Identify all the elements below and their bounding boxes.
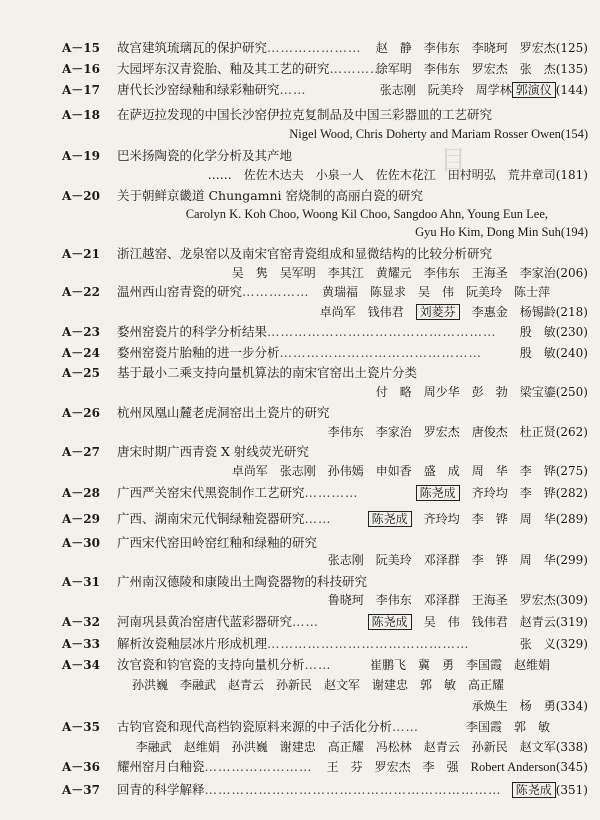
- entry-page: (282): [555, 486, 588, 500]
- leader-dots: …………………: [267, 40, 362, 55]
- entry-title: 唐代长沙窑绿釉和绿彩釉研究: [117, 82, 280, 97]
- entry-code: A－16: [62, 62, 101, 76]
- entry-code: A－15: [62, 41, 101, 55]
- entry-code: A－19: [62, 149, 101, 163]
- entry-title: 浙江越窑、龙泉窑以及南宋官窑青瓷组成和显微结构的比较分析研究: [117, 246, 493, 261]
- entry-code: A－20: [62, 189, 101, 203]
- entry-authors: …… 佐佐木达夫 小泉一人 佐佐木花江 田村明弘 荒井章司: [207, 168, 556, 182]
- entry-authors: 承焕生 杨 勇: [471, 699, 556, 713]
- entry-title: 大园坪东汉青瓷胎、釉及其工艺的研究: [117, 61, 330, 76]
- entry-title: 耀州窑月白釉瓷: [117, 759, 205, 774]
- leader-dots: …………: [304, 485, 359, 500]
- entry-authors: 孙洪巍 李融武 赵青云 孙新民 赵文军 谢建忠 郭 敏 高正耀: [132, 678, 505, 692]
- entry-authors: 崔鹏飞 冀 勇 李国霞 赵维娟: [369, 658, 550, 672]
- entry-page: (181): [555, 168, 588, 182]
- leader-dots: ……: [304, 657, 332, 672]
- boxed-author: 陈尧成: [512, 782, 556, 798]
- entry-page: (345): [555, 760, 588, 774]
- entry-authors: 卓尚军 钱伟君: [319, 305, 404, 319]
- entry-page: (329): [555, 637, 588, 651]
- boxed-author: 陈尧成: [416, 485, 460, 501]
- entry-authors: 张 义: [519, 637, 556, 651]
- entry-code: A－30: [62, 536, 101, 550]
- entry-page: (240): [555, 346, 588, 360]
- entry-page: (218): [555, 305, 588, 319]
- entry-authors: 李伟东 李家治 罗宏杰 唐俊杰 杜正贤: [327, 425, 556, 439]
- entry-authors: 张志刚 阮美玲 邓泽群 李 铧 周 华: [327, 553, 556, 567]
- entry-authors: 付 略 周少华 彭 勃 梁宝鎏: [375, 385, 556, 399]
- entry-code: A－24: [62, 346, 101, 360]
- entry-authors: 鲁晓珂 李伟东 邓泽群 王海圣 罗宏杰: [327, 593, 556, 607]
- entry-authors: 殷 敏: [519, 325, 556, 339]
- entry-code: A－23: [62, 325, 101, 339]
- entry-authors: Gyu Ho Kim, Dong Min Suh: [415, 225, 561, 239]
- entry-code: A－33: [62, 637, 101, 651]
- entry-title: 婺州窑瓷片胎釉的进一步分析: [117, 345, 280, 360]
- entry-page: (250): [555, 385, 588, 399]
- entry-page: (319): [555, 615, 588, 629]
- entry-authors: 王 芬 罗宏杰 李 强: [326, 760, 459, 774]
- entry-authors-latin: Robert Anderson: [470, 760, 556, 774]
- entry-authors: 吴 伟 钱伟君 赵青云: [423, 615, 556, 629]
- entry-title: 广西严关窑宋代黑瓷制作工艺研究: [117, 485, 305, 500]
- entry-code: A－35: [62, 720, 101, 734]
- leader-dots: ……: [279, 82, 307, 97]
- leader-dots: ……: [392, 719, 420, 734]
- entry-code: A－37: [62, 783, 101, 797]
- entry-code: A－32: [62, 615, 101, 629]
- entry-title: 婺州窑瓷片的科学分析结果: [117, 324, 268, 339]
- entry-page: (289): [555, 512, 588, 526]
- entry-page: (206): [555, 266, 588, 280]
- entry-page: (334): [555, 699, 588, 713]
- entry-page: (299): [555, 553, 588, 567]
- leader-dots: ……: [304, 511, 332, 526]
- entry-authors: 齐玲均 李 铧 周 华: [423, 512, 556, 526]
- entry-page: (194): [560, 225, 588, 239]
- entry-title: 巴米扬陶瓷的化学分析及其产地: [117, 148, 293, 163]
- entry-title: 广西宋代窑田岭窑红釉和绿釉的研究: [117, 535, 318, 550]
- entry-title: 唐宋时期广西青瓷 X 射线荧光研究: [117, 444, 309, 459]
- entry-title: 汝官瓷和钧官瓷的支持向量机分析: [117, 657, 305, 672]
- entry-code: A－17: [62, 83, 101, 97]
- entry-code: A－26: [62, 406, 101, 420]
- entry-authors: 李国霞 郭 敏: [465, 720, 550, 734]
- entry-title: 杭州凤凰山麓老虎洞窑出土瓷片的研究: [117, 405, 330, 420]
- leader-dots: ……………………: [204, 759, 313, 774]
- entry-code: A－31: [62, 575, 101, 589]
- entry-authors: 徐军明 李伟东 罗宏杰 张 杰: [375, 62, 556, 76]
- leader-dots: …………………………………………………………: [204, 782, 502, 797]
- entry-authors: 殷 敏: [519, 346, 556, 360]
- entry-code: A－18: [62, 108, 101, 122]
- leader-dots: ……………: [242, 284, 310, 299]
- entry-page: (338): [555, 740, 588, 754]
- entry-title: 回青的科学解释: [117, 782, 205, 797]
- leader-dots: ………………………………………: [279, 345, 483, 360]
- entry-authors: 李惠金 杨锡龄: [471, 305, 556, 319]
- entry-authors: 卓尚军 张志刚 孙伟嫣 申如香 盛 成 周 华 李 铧: [231, 464, 556, 478]
- entry-code: A－34: [62, 658, 101, 672]
- entry-authors: 张志刚 阮美玲 周学林: [379, 83, 512, 97]
- entry-title: 在萨迈拉发现的中国长沙窑伊拉克复制品及中国三彩器皿的工艺研究: [117, 107, 493, 122]
- entry-authors: Carolyn K. Koh Choo, Woong Kil Choo, Sangdoo Ahn, Young Eun Lee,: [185, 207, 548, 221]
- entry-code: A－29: [62, 512, 101, 526]
- entry-code: A－36: [62, 760, 101, 774]
- entry-authors: 李融武 赵维娟 孙洪巍 谢建忠 高正耀 冯松林 赵青云 孙新民 赵文军: [135, 740, 556, 754]
- entry-page: (230): [555, 325, 588, 339]
- entry-title: 故宫建筑琉璃瓦的保护研究: [117, 40, 268, 55]
- entry-title: 广西、湖南宋元代铜绿釉瓷器研究: [117, 511, 305, 526]
- entry-authors: 黄瑞福 陈显求 吴 伟 阮美玲 陈士萍: [321, 285, 550, 299]
- entry-code: A－21: [62, 247, 101, 261]
- entry-title: 关于朝鲜京畿道 Chungamni 窑烧制的高丽白瓷的研究: [117, 188, 424, 203]
- entry-code: A－28: [62, 486, 101, 500]
- faint-watermark: 目: [440, 146, 473, 176]
- boxed-author: 陈尧成: [368, 511, 412, 527]
- entry-title: 温州西山窑青瓷的研究: [117, 284, 243, 299]
- entry-page: (262): [555, 425, 588, 439]
- entry-page: (154): [560, 127, 588, 141]
- entry-code: A－22: [62, 285, 101, 299]
- entry-title: 基于最小二乘支持向量机算法的南宋官窑出土瓷片分类: [117, 365, 418, 380]
- entry-authors: Nigel Wood, Chris Doherty and Mariam Rosser Owen: [289, 127, 561, 141]
- leader-dots: ……: [292, 614, 320, 629]
- entry-authors: 齐玲均 李 铧: [471, 486, 556, 500]
- entry-title: 古钧官瓷和现代高档钧瓷原料来源的中子活化分析: [117, 719, 393, 734]
- entry-page: (135): [555, 62, 588, 76]
- entry-title: 广州南汉德陵和康陵出土陶瓷器物的科技研究: [117, 574, 368, 589]
- boxed-author: 刘菱芬: [416, 304, 460, 320]
- leader-dots: …………: [329, 61, 384, 76]
- entry-page: (351): [555, 783, 588, 797]
- entry-page: (309): [555, 593, 588, 607]
- entry-authors: 赵 静 李伟东 李晓珂 罗宏杰: [375, 41, 556, 55]
- entry-title: 解析汝瓷釉层冰片形成机理: [117, 636, 268, 651]
- entry-authors: 吴 隽 吴军明 李其江 黄耀元 李伟东 王海圣 李家治: [231, 266, 556, 280]
- entry-code: A－27: [62, 445, 101, 459]
- boxed-author: 郭演仪: [512, 82, 556, 98]
- entry-page: (275): [555, 464, 588, 478]
- leader-dots: ……………………………………………: [267, 324, 497, 339]
- leader-dots: ………………………………………: [267, 636, 470, 651]
- entry-page: (144): [555, 83, 588, 97]
- entry-page: (125): [555, 41, 588, 55]
- entry-title: 河南巩县黄冶窑唐代蓝彩器研究: [117, 614, 293, 629]
- entry-code: A－25: [62, 366, 101, 380]
- boxed-author: 陈尧成: [368, 614, 412, 630]
